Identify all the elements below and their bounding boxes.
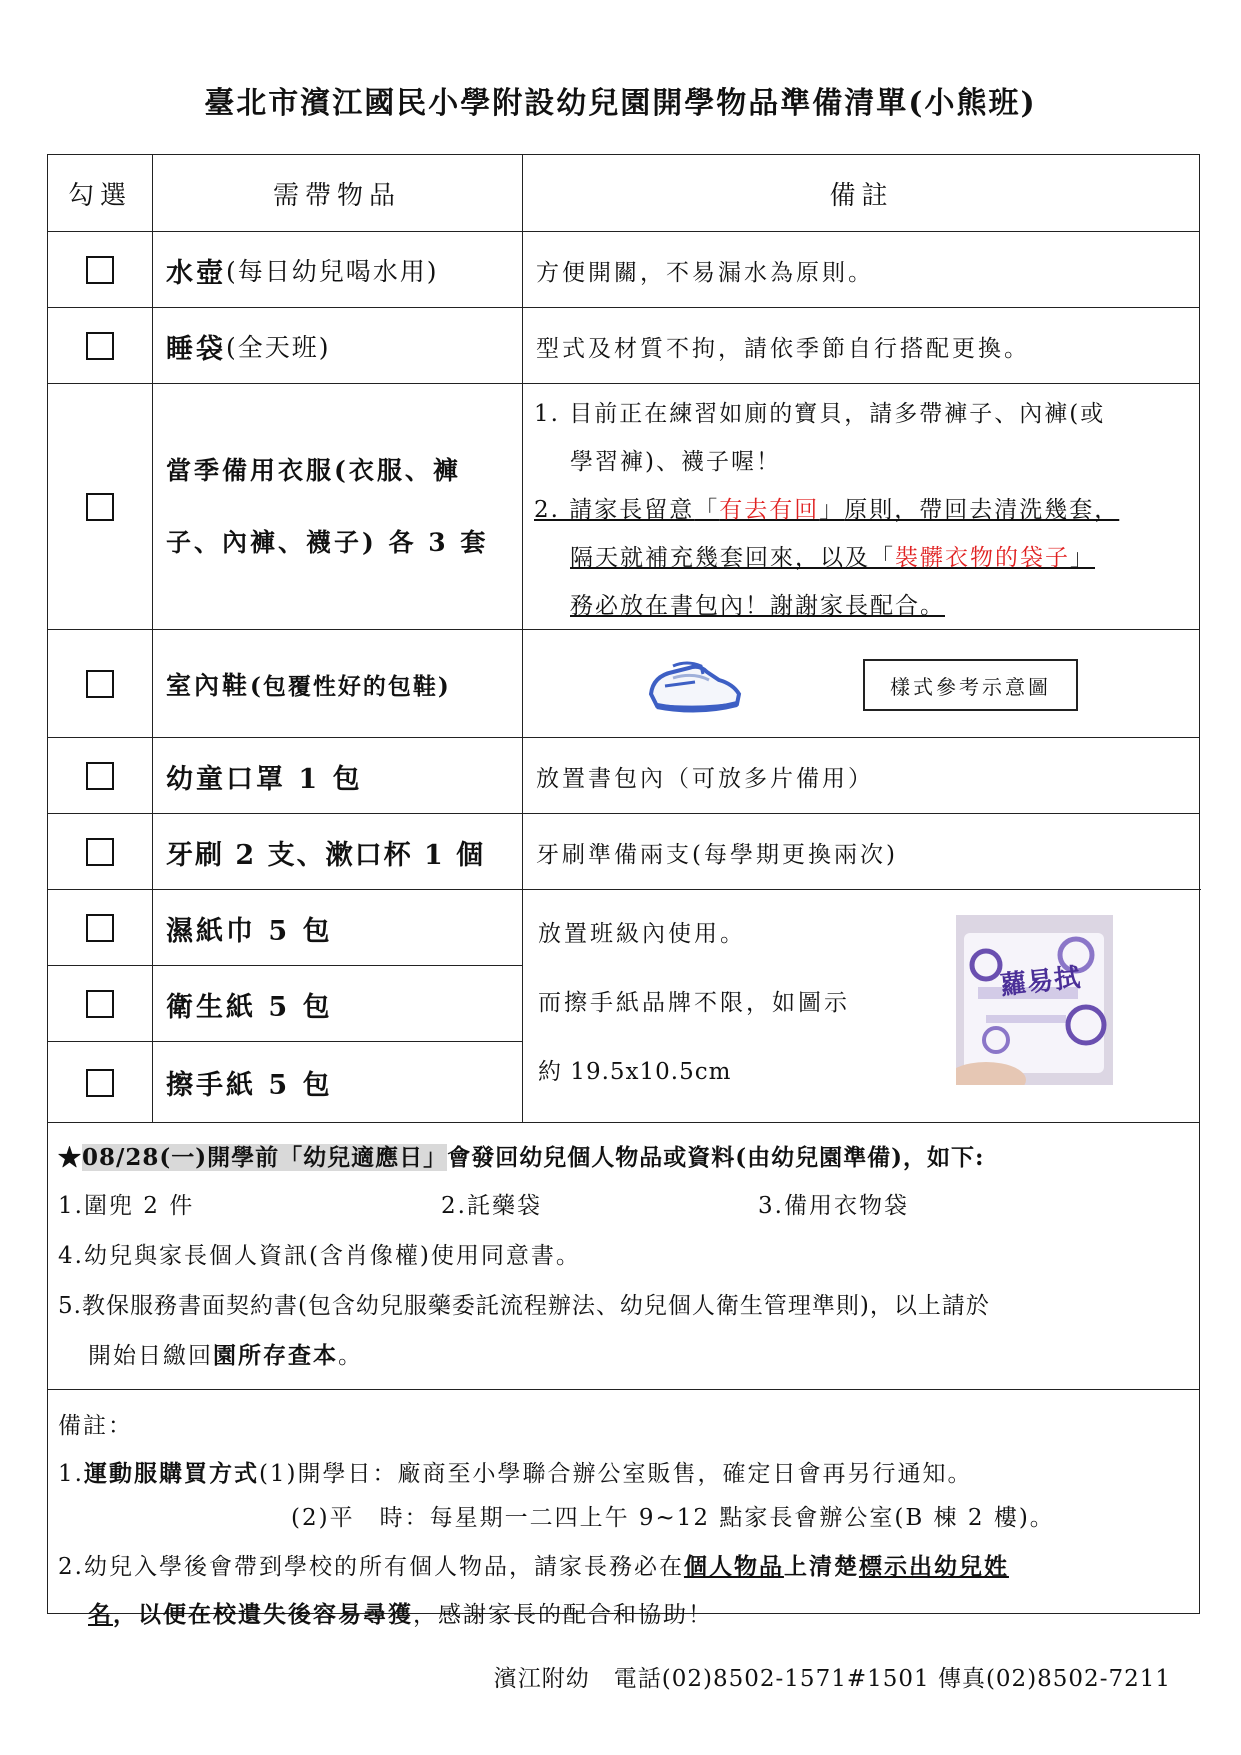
item-label — [152, 384, 522, 630]
note-line: 約 19.5x10.5cm — [538, 1059, 732, 1085]
item-label: 室內鞋 (包覆性好的包鞋) — [166, 671, 451, 700]
image-caption: 樣式參考示意圖 — [863, 659, 1078, 711]
header-check: 勾選 — [67, 180, 132, 211]
list-item: 開始日繳回園所存查本。 — [88, 1342, 363, 1369]
item-label: 水壺 (每日幼兒喝水用) — [166, 257, 439, 289]
emphasis-text: 有去有回 — [719, 497, 820, 523]
checkbox[interactable] — [86, 838, 114, 866]
checkbox[interactable] — [86, 256, 114, 284]
item-label-line: 子、內褲、襪子) 各 3 套 — [166, 528, 489, 557]
note-line: 隔天就補充幾套回來，以及「裝髒衣物的袋子」 — [570, 545, 1095, 571]
note-line: 2. 請家長留意「有去有回」原則，帶回去清洗幾套， — [534, 497, 1120, 523]
checklist-sheet — [47, 154, 1200, 1628]
list-item: 2.託藥袋 — [441, 1193, 542, 1219]
highlighted-text: 08/28(一)開學前「幼兒適應日」 — [82, 1144, 448, 1171]
page-title: 臺北市濱江國民小學附設幼兒園開學物品準備清單(小熊班) — [204, 86, 1037, 121]
item-note: 放置書包內（可放多片備用） — [536, 765, 874, 792]
remark-item: 1.運動服購買方式(1)開學日：廠商至小學聯合辦公室販售，確定日會再另行通知。 — [58, 1460, 973, 1487]
table-row — [48, 813, 1199, 889]
checkbox[interactable] — [86, 332, 114, 360]
checkbox[interactable] — [86, 493, 114, 521]
note-line: 放置班級內使用。 — [538, 921, 746, 947]
note-line: 務必放在書包內！謝謝家長配合。 — [570, 593, 945, 619]
remark-item: (2)平 時：每星期一二四上午 9~12 點家長會辦公室(B 棟 2 樓)。 — [291, 1505, 1055, 1531]
item-label: 牙刷 2 支、漱口杯 1 個 — [166, 839, 486, 871]
table-row — [48, 383, 1199, 629]
item-label: 濕紙巾 5 包 — [166, 915, 333, 947]
list-item: 1.圍兜 2 件 — [58, 1193, 195, 1219]
list-item: 3.備用衣物袋 — [758, 1193, 909, 1219]
list-item: 5.教保服務書面契約書(包含幼兒服藥委託流程辦法、幼兒個人衛生管理準則)，以上請於 — [58, 1293, 990, 1319]
remarks-heading: 備註： — [58, 1413, 133, 1439]
remark-item: 2.幼兒入學後會帶到學校的所有個人物品，請家長務必在個人物品上清楚標示出幼兒姓 — [58, 1553, 1009, 1580]
item-note: 型式及材質不拘，請依季節自行搭配更換。 — [536, 335, 1030, 362]
table-row — [48, 231, 1199, 307]
table-row — [48, 307, 1199, 383]
header-item: 需帶物品 — [272, 180, 401, 211]
checkbox[interactable] — [86, 1069, 114, 1097]
checkbox[interactable] — [86, 914, 114, 942]
item-label: 幼童口罩 1 包 — [166, 763, 363, 795]
row-divider — [522, 889, 1201, 890]
item-label: 擦手紙 5 包 — [166, 1070, 333, 1101]
checkbox[interactable] — [86, 670, 114, 698]
table-row — [48, 737, 1199, 813]
list-item: 4.幼兒與家長個人資訊(含肖像權)使用同意書。 — [58, 1243, 581, 1269]
item-label: 睡袋 (全天班) — [166, 333, 331, 365]
tissue-brand: 蘿易拭 — [998, 962, 1083, 1002]
item-label: 衛生紙 5 包 — [166, 991, 333, 1023]
footer-contact: 濱江附幼 電話(02)8502-1571#1501 傳真(02)8502-7211 — [493, 1666, 1171, 1692]
table-row — [48, 965, 522, 1041]
emphasis-text: 裝髒衣物的袋子 — [895, 545, 1070, 571]
shoe-image — [643, 644, 753, 724]
note-line: 1. 目前正在練習如廁的寶貝，請多帶褲子、內褲(或 — [534, 401, 1106, 427]
tissue-image — [956, 915, 1113, 1085]
item-note: 牙刷準備兩支(每學期更換兩次) — [536, 841, 898, 868]
note-line: 而擦手紙品牌不限，如圖示 — [538, 990, 850, 1016]
remark-item: 名，以便在校遺失後容易尋獲，感謝家長的配合和協助！ — [88, 1601, 713, 1628]
item-note: 方便開關，不易漏水為原則。 — [536, 259, 874, 286]
table-row — [48, 889, 522, 965]
header-note: 備註 — [829, 180, 894, 211]
item-label-line: 當季備用衣服(衣服、褲 — [166, 456, 461, 485]
merged-note — [538, 915, 850, 1086]
note-line: 學習褲)、襪子喔！ — [570, 449, 781, 475]
checkbox[interactable] — [86, 990, 114, 1018]
table-row — [48, 1041, 522, 1122]
section-divider — [48, 1122, 1199, 1123]
section-divider — [48, 1389, 1199, 1390]
item-note — [522, 384, 1201, 630]
checkbox[interactable] — [86, 762, 114, 790]
welcome-heading: ★08/28(一)開學前「幼兒適應日」會發回幼兒個人物品或資料(由幼兒園準備)，如下: — [58, 1144, 985, 1171]
